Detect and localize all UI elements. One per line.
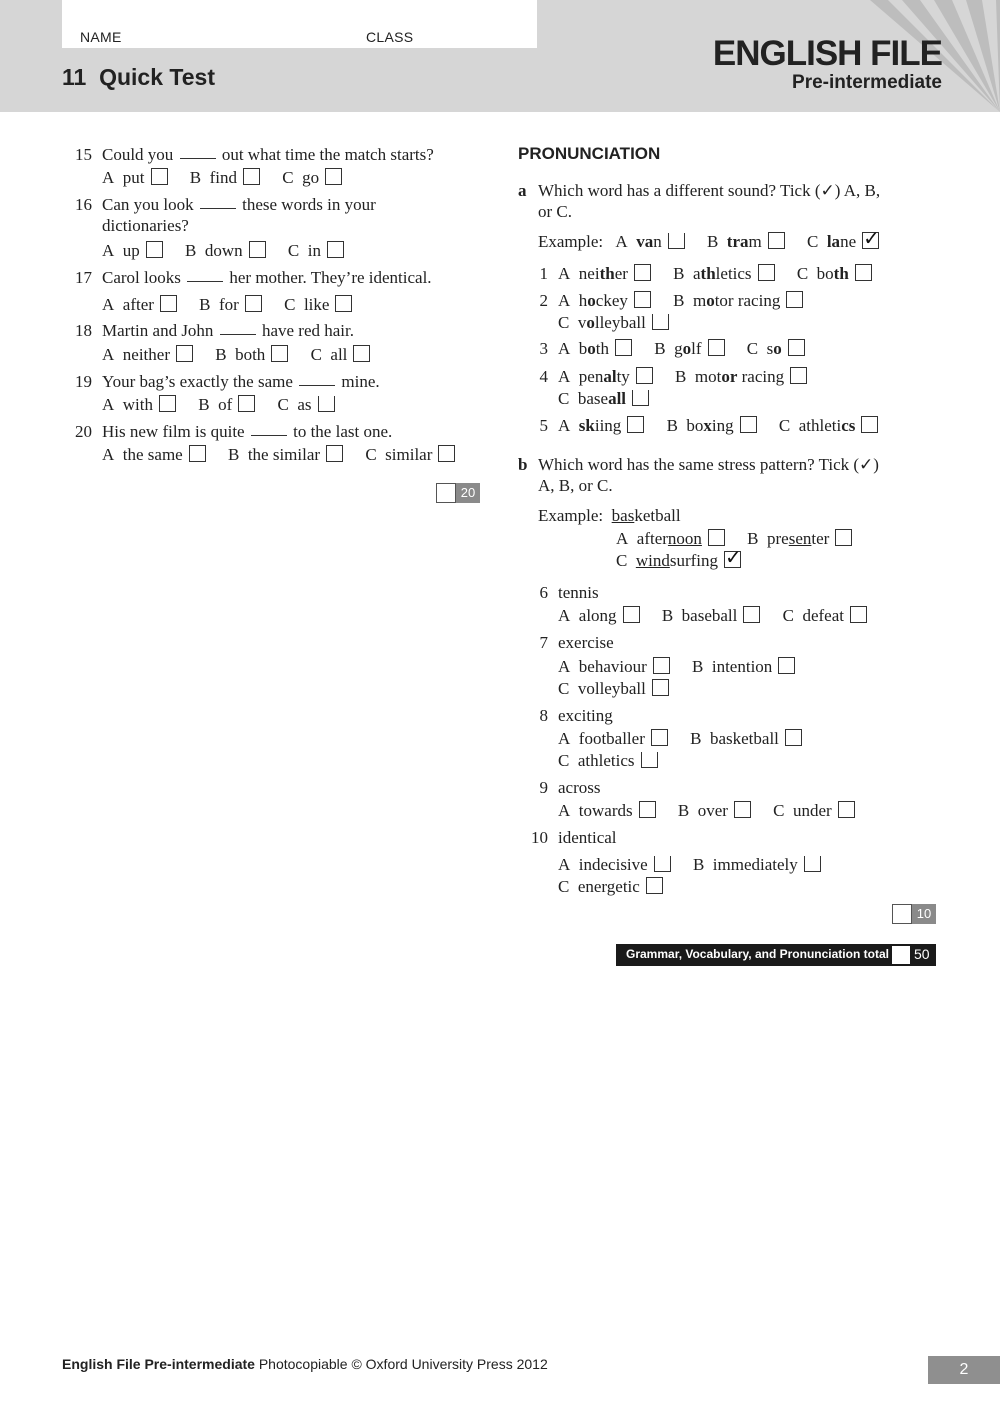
total-score-value: 50 [914,946,930,962]
option-b[interactable]: B basketball [690,728,802,750]
checkbox[interactable] [189,445,206,462]
option-a[interactable]: A footballer [558,728,668,750]
name-label: NAME [80,29,122,45]
checkbox-ticked [862,232,879,249]
option-a[interactable]: A with [102,394,176,416]
item-word: exciting [558,706,613,725]
example-option-c: C windsurfing✓ [616,550,741,572]
item-number: 4 [539,367,548,386]
question-text: His new film is quite to the last one. [102,422,393,441]
option-c[interactable]: C athletics [558,750,658,772]
question-text: Martin and John have red hair. [102,321,354,340]
question-number: 19 [75,372,92,391]
answer-blank [220,334,256,335]
checkbox[interactable] [634,264,651,281]
option-a[interactable]: A hockey [558,290,651,312]
page-header [0,0,1000,112]
item-number: 6 [539,583,548,602]
footer-book-title: English File Pre-intermediate [62,1356,255,1372]
checkbox[interactable] [632,390,649,406]
checkbox[interactable] [176,345,193,362]
item-number: 2 [539,291,548,310]
part-b-instruction: Which word has the same stress pattern? Tick (✓) [538,455,879,474]
checkbox[interactable] [615,339,632,356]
question-number: 18 [75,321,92,340]
question-text: Could you out what time the match starts? [102,145,434,164]
checkbox[interactable] [758,264,775,281]
option-b[interactable]: B down [185,240,266,262]
question-text: Can you look these words in your [102,195,376,214]
item-number: 3 [539,339,548,358]
item-options [558,800,873,822]
item-number: 7 [539,633,548,652]
item-options-line2 [558,750,676,772]
checkbox[interactable] [778,657,795,674]
option-a[interactable]: A skiing [558,415,644,437]
checkbox[interactable] [325,168,342,185]
total-score-bar [616,944,936,966]
part-a-instruction: Which word has a different sound? Tick (✓) A, B, [538,181,881,200]
option-b[interactable]: B boxing [667,415,757,437]
checkbox[interactable] [438,445,455,462]
question-number: 20 [75,422,92,441]
checkbox[interactable] [651,729,668,746]
name-class-box [62,0,537,48]
item-options [558,605,885,627]
option-c[interactable]: C energetic [558,876,663,898]
option-c[interactable]: C as [278,394,335,416]
question-text-line2: dictionaries? [102,216,189,235]
checkbox[interactable] [160,295,177,312]
option-a[interactable]: A the same [102,444,206,466]
option-a[interactable]: A along [558,605,640,627]
item-number: 10 [531,828,548,847]
checkbox[interactable] [743,606,760,623]
item-options-line2 [558,678,687,700]
checkbox[interactable] [734,801,751,818]
score-total: 10 [912,904,936,924]
footer-copyright-text: Photocopiable © Oxford University Press 2012 [254,1356,548,1372]
checkbox[interactable] [271,345,288,362]
option-b[interactable]: B baseball [662,605,761,627]
question-text: Carol looks her mother. They’re identical. [102,268,432,287]
checkbox [768,232,785,249]
option-a[interactable]: A towards [558,800,656,822]
answer-blank [299,385,335,386]
item-options [558,290,821,312]
item-options [558,415,878,437]
option-a[interactable]: A up [102,240,163,262]
checkbox[interactable] [838,801,855,818]
checkbox[interactable] [146,241,163,258]
option-c[interactable]: C go [282,167,342,189]
example-option-b: B tram [707,231,785,253]
checkbox[interactable] [327,241,344,258]
checkbox[interactable] [634,291,651,308]
item-options [558,366,825,388]
item-word: exercise [558,633,614,652]
option-b[interactable]: B find [190,167,260,189]
page-number: 2 [928,1356,1000,1384]
checkbox[interactable] [804,856,821,872]
checkbox[interactable] [623,606,640,623]
option-a[interactable]: A put [102,167,168,189]
option-b[interactable]: B immediately [693,854,821,876]
checkbox[interactable] [249,241,266,258]
example-option-a: A van [615,231,684,253]
checkbox[interactable] [326,445,343,462]
item-word: tennis [558,583,599,602]
option-c[interactable]: C defeat [783,605,867,627]
option-c[interactable]: C athletics [779,415,879,437]
option-b[interactable]: B over [678,800,751,822]
checkbox[interactable] [785,729,802,746]
option-c[interactable]: C so [747,338,805,360]
option-c[interactable]: C volleyball [558,312,669,334]
part-a-example: Example: A van B tram C lane✓ [538,231,897,253]
checkbox[interactable] [353,345,370,362]
option-b[interactable]: B for [199,294,262,316]
item-word: across [558,778,601,797]
example-option-c: C lane✓ [807,231,879,253]
checkbox[interactable] [639,801,656,818]
option-c[interactable]: C like [284,294,352,316]
option-c[interactable]: C all [311,344,371,366]
item-options [558,854,839,876]
page-title: 11 Quick Test [62,64,215,90]
answer-blank [180,158,216,159]
checkbox[interactable] [790,367,807,384]
option-c[interactable]: C under [773,800,855,822]
checkbox[interactable] [653,657,670,674]
checkbox[interactable] [318,396,335,412]
part-letter-a: a [518,181,527,200]
option-c[interactable]: C both [797,263,872,285]
brand-title: ENGLISH FILE [712,34,942,73]
checkbox[interactable] [627,416,644,433]
checkbox-ticked [724,551,741,568]
option-b[interactable]: B motor racing [673,290,803,312]
option-a[interactable]: A indecisive [558,854,671,876]
checkbox[interactable] [646,877,663,894]
option-c[interactable]: C in [288,240,344,262]
checkbox[interactable] [740,416,757,433]
answer-blank [187,281,223,282]
checkbox[interactable] [788,339,805,356]
part-b-example-options-line2 [616,550,759,572]
option-b[interactable]: B athletics [673,263,774,285]
example-option-b: B presenter [747,528,852,550]
footer-copyright [62,1356,548,1372]
class-label: CLASS [366,29,414,45]
checkbox[interactable] [151,168,168,185]
checkbox [668,233,685,249]
item-number: 1 [539,264,548,283]
total-label: Grammar, Vocabulary, and Pronunciation total [626,947,889,961]
answer-options [102,444,455,466]
checkbox[interactable] [245,295,262,312]
item-number: 9 [539,778,548,797]
checkbox[interactable] [654,856,671,872]
option-b[interactable]: B both [215,344,288,366]
checkbox[interactable] [238,395,255,412]
checkbox[interactable] [652,314,669,330]
total-score-input[interactable] [892,946,910,964]
checkbox[interactable] [243,168,260,185]
option-a[interactable]: A penalty [558,366,653,388]
item-options [558,338,823,360]
answer-options [102,344,388,366]
option-c[interactable]: C baseall [558,388,649,410]
option-b[interactable]: B intention [692,656,795,678]
checkbox[interactable] [855,264,872,281]
checkbox[interactable] [159,395,176,412]
answer-options [102,394,353,416]
item-options [558,263,890,285]
checkbox [835,529,852,546]
score-total: 20 [456,483,480,503]
option-a[interactable]: A both [558,338,632,360]
checkbox[interactable] [641,752,658,768]
option-b[interactable]: B the similar [228,444,343,466]
option-b[interactable]: B of [198,394,255,416]
answer-options [102,294,370,316]
option-b[interactable]: B motor racing [675,366,807,388]
part-a-instruction-line2: or C. [538,202,572,221]
grammar-score-box [436,483,480,503]
part-b-example: Example: basketball [538,506,681,525]
example-option-a: A afternoon [616,528,725,550]
answer-blank [200,208,236,209]
question-number: 17 [75,268,92,287]
score-input[interactable] [436,483,456,503]
checkbox[interactable] [652,679,669,696]
option-a[interactable]: A behaviour [558,656,670,678]
checkbox[interactable] [861,416,878,433]
pronunciation-score-box [892,904,936,924]
part-b-example-options [616,528,870,550]
option-a[interactable]: A neither [558,263,651,285]
checkbox[interactable] [335,295,352,312]
answer-options [102,167,360,189]
checkbox[interactable] [786,291,803,308]
part-letter-b: b [518,455,528,474]
section-title-pronunciation: PRONUNCIATION [518,144,661,163]
answer-blank [251,435,287,436]
part-b-instruction-line2: A, B, or C. [538,476,613,495]
question-number: 15 [75,145,92,164]
option-c[interactable]: C similar [365,444,455,466]
answer-options [102,240,362,262]
item-word: identical [558,828,617,847]
item-number: 8 [539,706,548,725]
item-number: 5 [539,416,548,435]
item-options-line2 [558,388,667,410]
question-number: 16 [75,195,92,214]
checkbox[interactable] [636,367,653,384]
checkbox[interactable] [708,339,725,356]
option-a[interactable]: A after [102,294,177,316]
score-input[interactable] [892,904,912,924]
checkbox[interactable] [850,606,867,623]
checkbox [708,529,725,546]
item-options [558,728,820,750]
brand-level: Pre-intermediate [792,72,942,93]
option-c[interactable]: C volleyball [558,678,669,700]
item-options [558,656,813,678]
option-b[interactable]: B golf [654,338,724,360]
item-options-line2 [558,312,687,334]
item-options-line2 [558,876,681,898]
option-a[interactable]: A neither [102,344,193,366]
question-text: Your bag’s exactly the same mine. [102,372,380,391]
